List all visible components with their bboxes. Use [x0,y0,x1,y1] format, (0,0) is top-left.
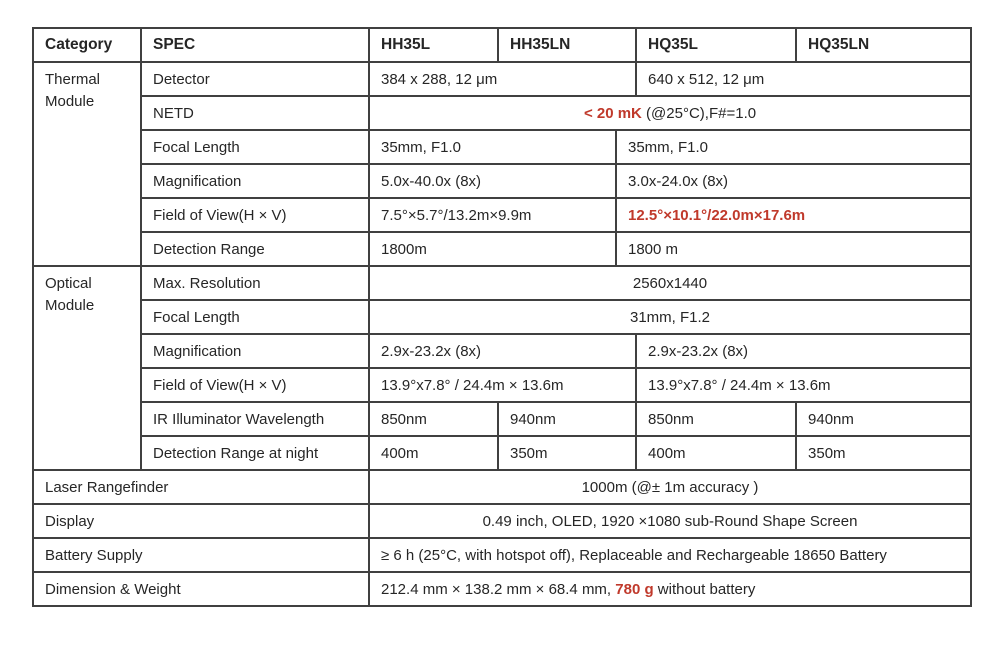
value-thermal-magnification-hq: 3.0x-24.0x (8x) [616,164,971,198]
value-night-range-hh35l: 400m [369,436,498,470]
label-display: Display [33,504,369,538]
value-thermal-fov-hh: 7.5°×5.7°/13.2m×9.9m [369,198,616,232]
label-laser-rangefinder: Laser Rangefinder [33,470,369,504]
header-model-hh35l: HH35L [369,28,498,62]
value-battery-supply: ≥ 6 h (25°C, with hotspot off), Replaceable and Rechargeable 18650 Battery [369,538,971,572]
label-detection-range-at-night: Detection Range at night [141,436,369,470]
label-thermal-focal-length: Focal Length [141,130,369,164]
value-ir-wavelength-hq35l: 850nm [636,402,796,436]
row-laser-rangefinder [33,470,971,504]
row-optical-field-of-view [33,368,971,402]
value-thermal-magnification-hh: 5.0x-40.0x (8x) [369,164,616,198]
row-optical-magnification [33,334,971,368]
value-netd [369,96,971,130]
value-thermal-focal-hq: 35mm, F1.0 [616,130,971,164]
row-ir-illuminator-wavelength [33,402,971,436]
value-optical-magnification-hq: 2.9x-23.2x (8x) [636,334,971,368]
value-dimension-post: without battery [653,580,756,598]
value-ir-wavelength-hq35ln: 940nm [796,402,971,436]
row-dimension-weight [33,572,971,606]
value-detector-hh: 384 x 288, 12 μm [369,62,636,96]
header-spec: SPEC [141,28,369,62]
value-laser-rangefinder: 1000m (@± 1m accuracy ) [369,470,971,504]
label-thermal-detection-range: Detection Range [141,232,369,266]
value-thermal-range-hq: 1800 m [616,232,971,266]
value-night-range-hq35ln: 350m [796,436,971,470]
label-optical-focal-length: Focal Length [141,300,369,334]
row-optical-max-resolution [33,266,971,300]
row-thermal-detector [33,62,971,96]
label-thermal-magnification: Magnification [141,164,369,198]
row-optical-focal-length [33,300,971,334]
optical-module-category: Optical Module [33,266,141,470]
label-ir-illuminator-wavelength: IR Illuminator Wavelength [141,402,369,436]
value-optical-focal-length: 31mm, F1.2 [369,300,971,334]
value-dimension-weight [369,572,971,606]
row-display [33,504,971,538]
row-battery-supply [33,538,971,572]
spec-sheet [32,27,972,607]
spec-table [32,27,972,607]
row-thermal-netd [33,96,971,130]
header-model-hq35ln: HQ35LN [796,28,971,62]
value-dimension-pre: 212.4 mm × 138.2 mm × 68.4 mm, [381,580,616,598]
value-max-resolution: 2560x1440 [369,266,971,300]
value-ir-wavelength-hh35ln: 940nm [498,402,636,436]
row-thermal-focal-length [33,130,971,164]
label-thermal-field-of-view: Field of View(H × V) [141,198,369,232]
label-detector: Detector [141,62,369,96]
value-detector-hq: 640 x 512, 12 μm [636,62,971,96]
row-thermal-detection-range [33,232,971,266]
label-battery-supply: Battery Supply [33,538,369,572]
value-netd-rest: (@25°C),F#=1.0 [641,104,757,122]
header-category: Category [33,28,141,62]
value-night-range-hh35ln: 350m [498,436,636,470]
label-optical-field-of-view: Field of View(H × V) [141,368,369,402]
header-model-hh35ln: HH35LN [498,28,636,62]
value-thermal-range-hh: 1800m [369,232,616,266]
header-model-hq35l: HQ35L [636,28,796,62]
value-thermal-focal-hh: 35mm, F1.0 [369,130,616,164]
value-dimension-weight-highlight: 780 g [615,580,654,598]
label-dimension-weight: Dimension & Weight [33,572,369,606]
value-display: 0.49 inch, OLED, 1920 ×1080 sub-Round Shape Screen [369,504,971,538]
thermal-module-category: Thermal Module [33,62,141,266]
label-max-resolution: Max. Resolution [141,266,369,300]
value-thermal-fov-hq: 12.5°×10.1°/22.0m×17.6m [616,198,971,232]
row-detection-range-at-night [33,436,971,470]
label-netd: NETD [141,96,369,130]
value-netd-highlight: < 20 mK [583,104,642,122]
label-optical-magnification: Magnification [141,334,369,368]
value-optical-magnification-hh: 2.9x-23.2x (8x) [369,334,636,368]
value-optical-fov-hq: 13.9°x7.8° / 24.4m × 13.6m [636,368,971,402]
header-row [33,28,971,62]
value-night-range-hq35l: 400m [636,436,796,470]
value-ir-wavelength-hh35l: 850nm [369,402,498,436]
row-thermal-field-of-view [33,198,971,232]
value-optical-fov-hh: 13.9°x7.8° / 24.4m × 13.6m [369,368,636,402]
row-thermal-magnification [33,164,971,198]
